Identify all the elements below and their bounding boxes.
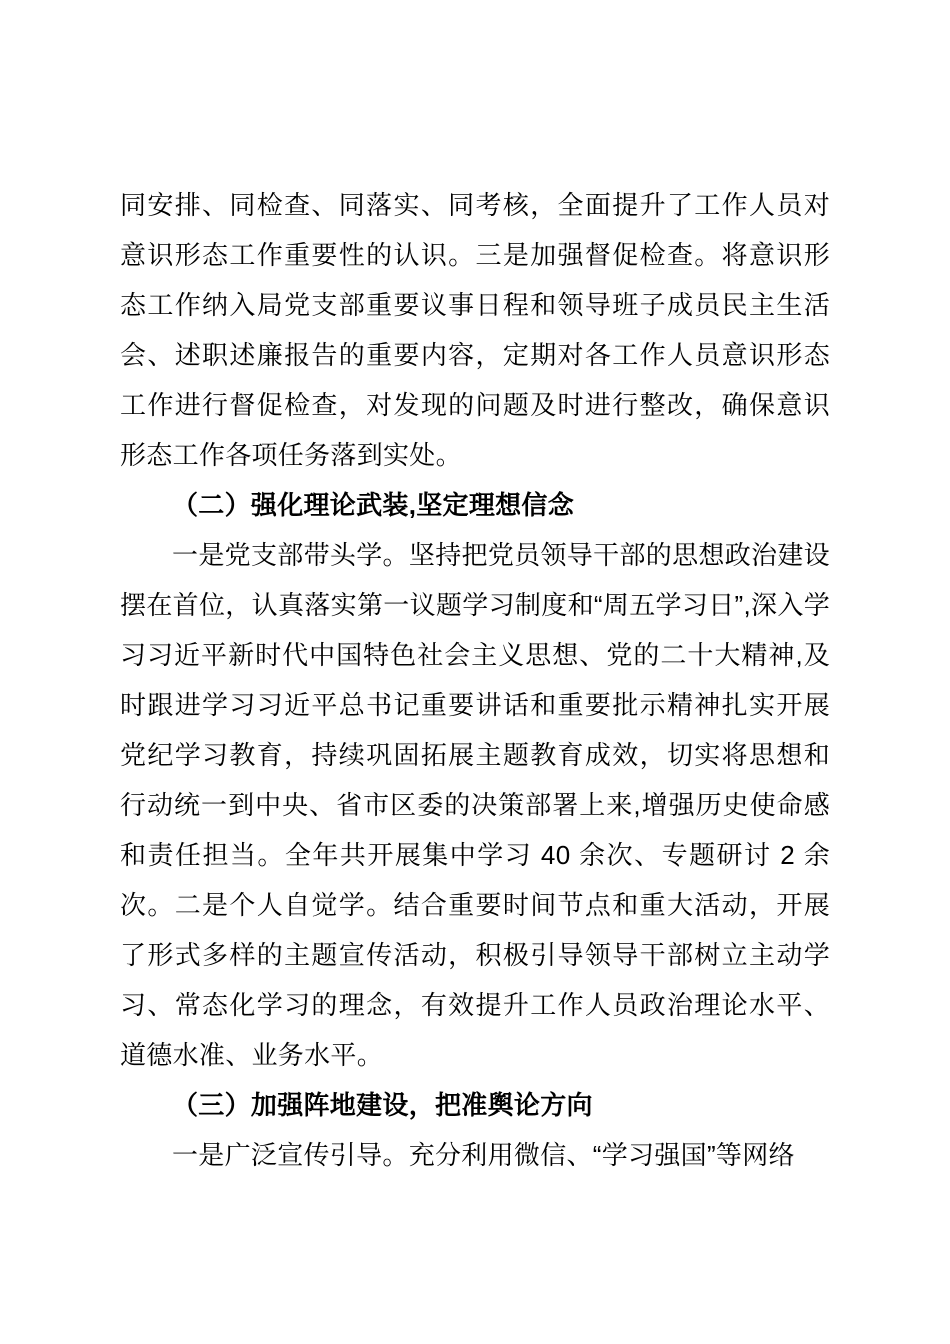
section-heading: （二）强化理论武装,坚定理想信念 <box>172 490 575 520</box>
body-paragraph: 一是党支部带头学。坚持把党员领导干部的思想政治建设摆在首位，认真落实第一议题学习制度和“周五学习日”,深入学习习近平新时代中国特色社会主义思想、党的二十大精神,及时跟进学习习近平总书记重要讲话和重要批示精神扎实开展党纪学习教育，持续巩固拓展主题教育成效，切实将思想和行动统一到中央、省市区委的决策部署上来,增强历史使命感和责任担当。全年共开展集中学习 40 余次、专题研讨 2 余次。二是个人自觉学。结合重要时间节点和重大活动，开展了形式多样的主题宣传活动，积极引导领导干部树立主动学习、常态化学习的理念，有效提升工作人员政治理论水平、道德水准、业务水平。 <box>120 540 830 1070</box>
body-paragraph: 一是广泛宣传引导。充分利用微信、“学习强国”等网络 <box>172 1140 795 1170</box>
body-paragraph: 同安排、同检查、同落实、同考核，全面提升了工作人员对意识形态工作重要性的认识。三是加强督促检查。将意识形态工作纳入局党支部重要议事日程和领导班子成员民主生活会、述职述廉报告的重要内容，定期对各工作人员意识形态工作进行督促检查，对发现的问题及时进行整改，确保意识形态工作各项任务落到实处。 <box>120 190 830 470</box>
section-heading: （三）加强阵地建设，把准舆论方向 <box>172 1090 593 1120</box>
